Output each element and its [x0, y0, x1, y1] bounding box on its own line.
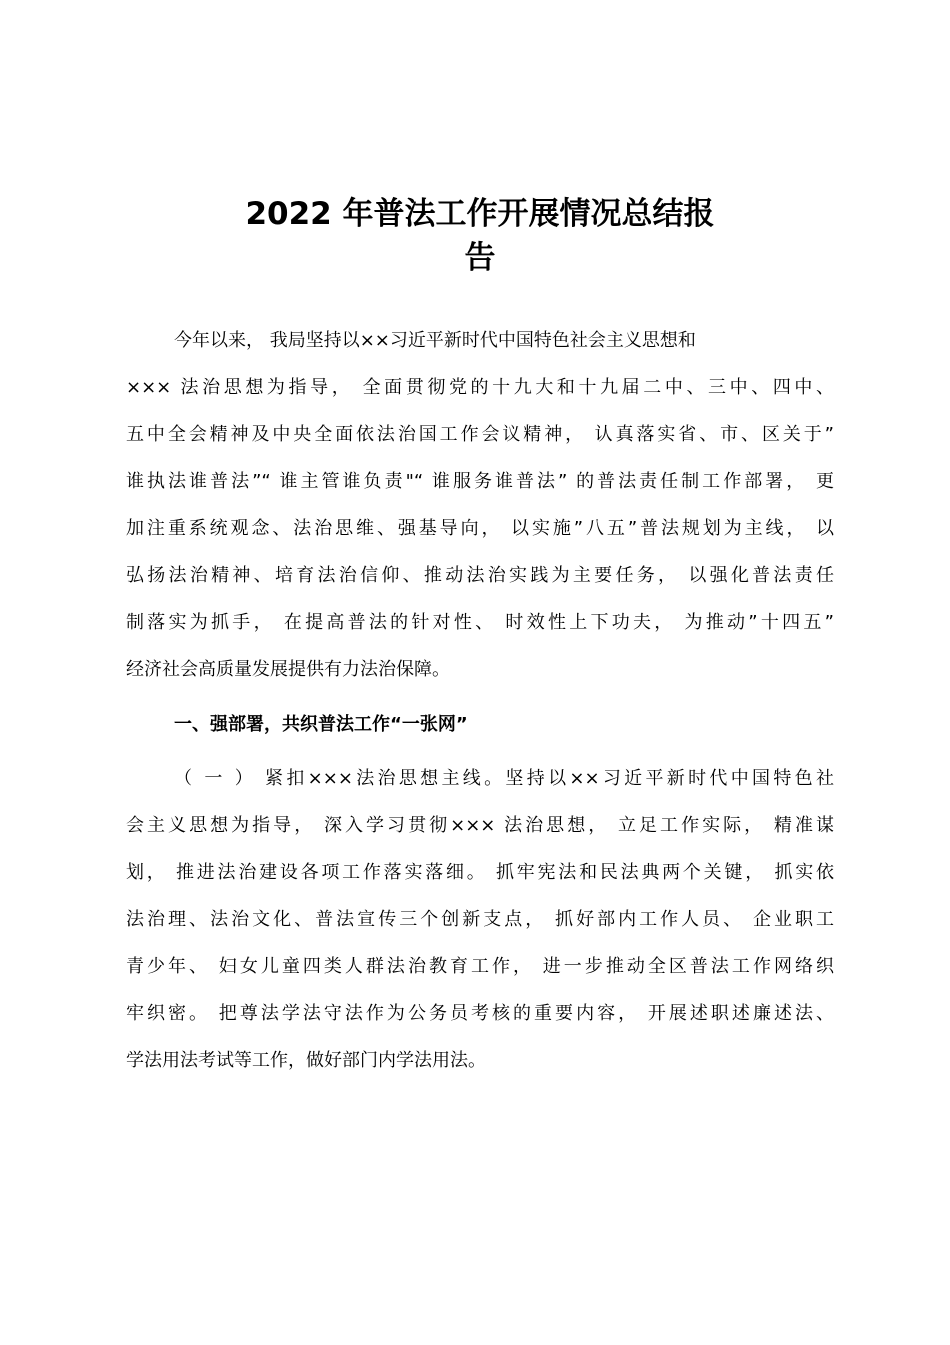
- paragraph-line: 学法用法考试等工作，做好部门内学法用法。: [126, 1050, 486, 1071]
- paragraph-line: 制落实为抓手， 在提高普法的针对性、 时效性上下功夫， 为推动”十四五”: [126, 612, 834, 633]
- paragraph-line: 加注重系统观念、法治思维、强基导向， 以实施”八五”普法规划为主线， 以: [126, 518, 834, 539]
- title-line-1: 2022 年普法工作开展情况总结报: [245, 196, 715, 232]
- document-title: [200, 192, 760, 280]
- paragraph-line: 谁执法谁普法”“ 谁主管谁负责"“ 谁服务谁普法” 的普法责任制工作部署， 更: [126, 471, 834, 492]
- paragraph-line: 牢织密。 把尊法学法守法作为公务员考核的重要内容， 开展述职述廉述法、: [126, 1003, 834, 1024]
- paragraph-line: 法治理、法治文化、普法宣传三个创新支点， 抓好部内工作人员、 企业职工: [126, 909, 834, 930]
- section-heading: 一、强部署，共织普法工作“一张网”: [174, 714, 468, 735]
- paragraph-line: 今年以来， 我局坚持以××习近平新时代中国特色社会主义思想和: [174, 330, 696, 351]
- title-line-2: 告: [464, 240, 496, 276]
- paragraph-line: 经济社会高质量发展提供有力法治保障。: [126, 659, 450, 680]
- paragraph-line: 弘扬法治精神、培育法治信仰、推动法治实践为主要任务， 以强化普法责任: [126, 565, 834, 586]
- paragraph-line: 五中全会精神及中央全面依法治国工作会议精神， 认真落实省、市、区关于”: [126, 424, 834, 445]
- paragraph-line: 会主义思想为指导， 深入学习贯彻××× 法治思想， 立足工作实际， 精准谋: [126, 815, 834, 836]
- paragraph-line: ××× 法治思想为指导， 全面贯彻党的十九大和十九届二中、三中、四中、: [126, 377, 834, 398]
- paragraph-line: 划， 推进法治建设各项工作落实落细。 抓牢宪法和民法典两个关键， 抓实依: [126, 862, 834, 883]
- paragraph-line: 青少年、 妇女儿童四类人群法治教育工作， 进一步推动全区普法工作网络织: [126, 956, 834, 977]
- paragraph-line: （ 一 ） 紧扣×××法治思想主线。坚持以××习近平新时代中国特色社: [174, 768, 834, 789]
